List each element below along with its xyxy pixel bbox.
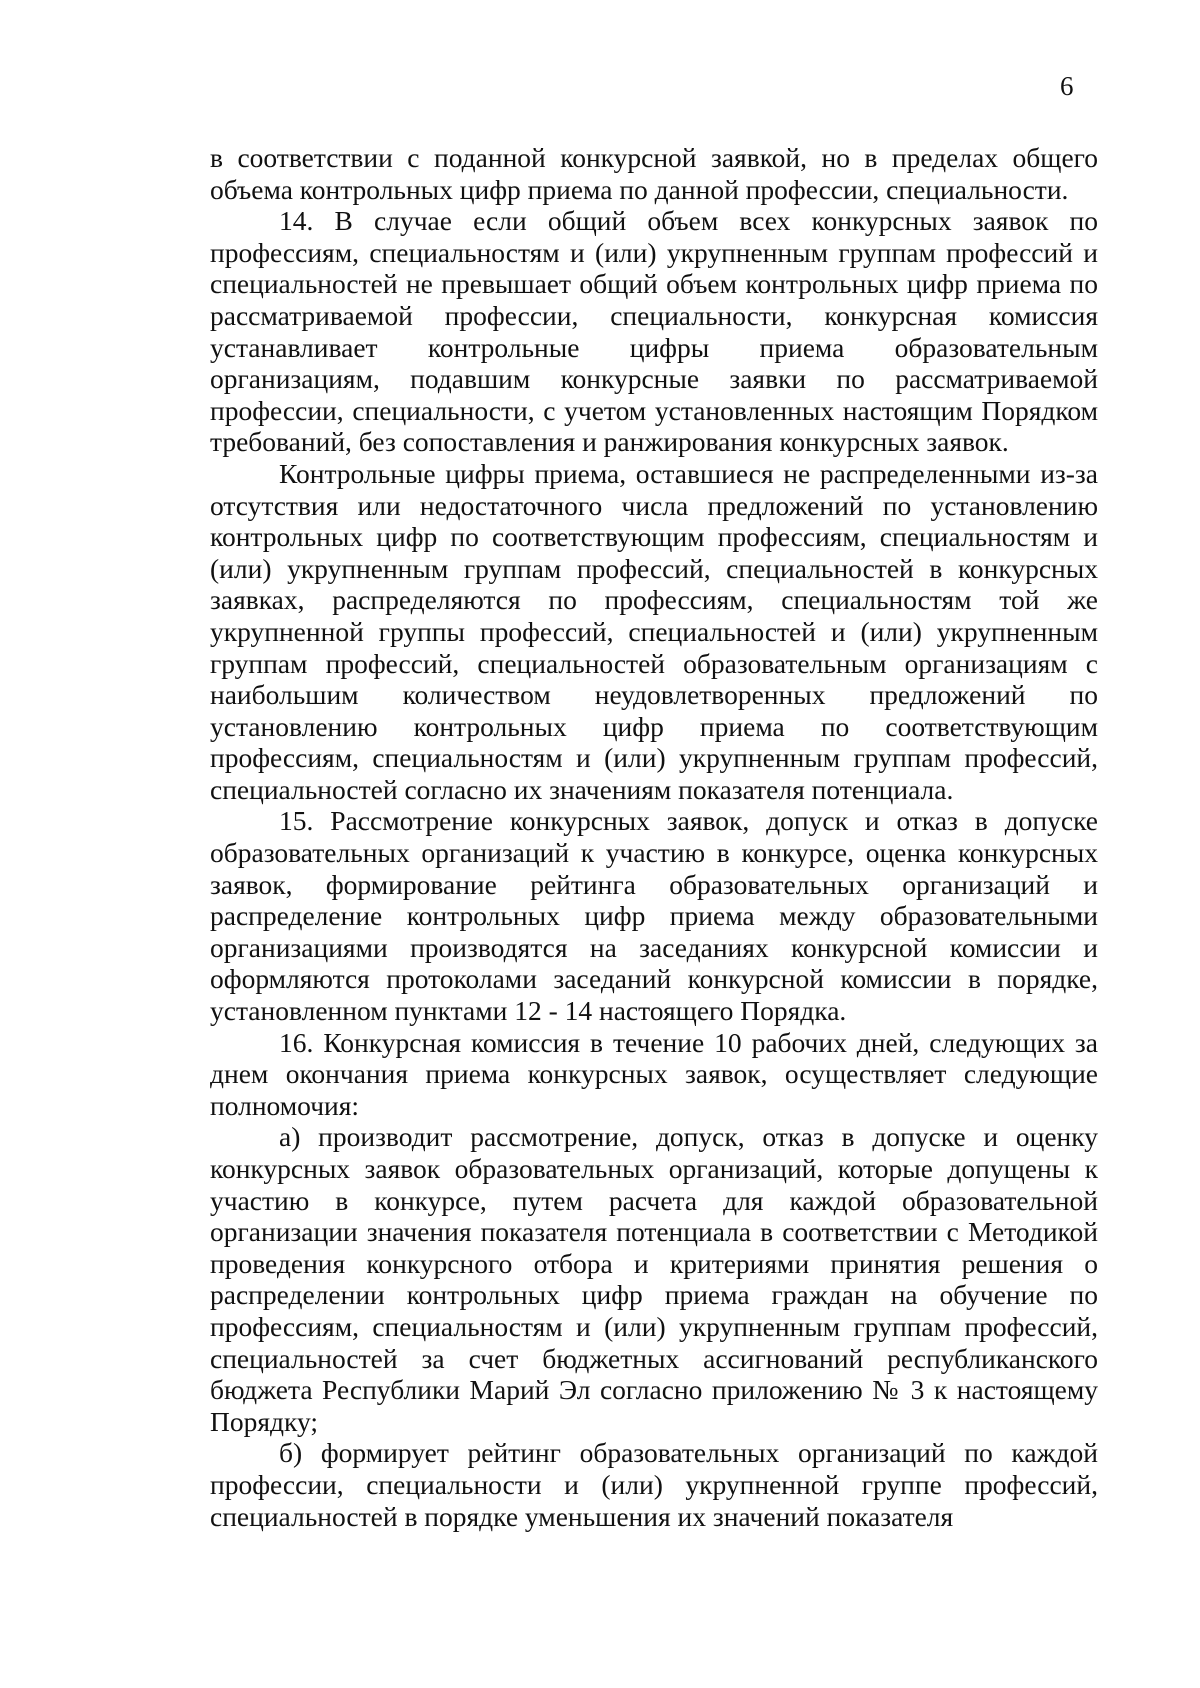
page-number: 6 <box>1060 71 1074 101</box>
paragraph-item-16: 16. Конкурсная комиссия в течение 10 рабочих дней, следующих за днем окончания приема конкурсных заявок, осуществляет следующие полномочия: <box>210 1026 1098 1121</box>
paragraph-item-14: 14. В случае если общий объем всех конкурсных заявок по профессиям, специальностям и (или) укрупненным группам профессий и специальностей не превышает общий объем контрольных цифр приема по рассматриваемой профессии, специальности, конкурсная комиссия устанавливает контрольные цифры приема образовательным организациям, подавшим конкурсные заявки по рассматриваемой профессии, специальности, с учетом установленных настоящим Порядком требований, без сопоставления и ранжирования конкурсных заявок. <box>210 205 1098 458</box>
paragraph-item-15: 15. Рассмотрение конкурсных заявок, допуск и отказ в допуске образовательных организаций к участию в конкурсе, оценка конкурсных заявок, формирование рейтинга образовательных организаций и распределение контрольных цифр приема между образовательными организациями производятся на заседаниях конкурсной комиссии и оформляются протоколами заседаний конкурсной комиссии в порядке, установленном пунктами 12 - 14 настоящего Порядка. <box>210 805 1098 1027</box>
paragraph-item-16-b: б) формирует рейтинг образовательных организаций по каждой профессии, специальности и (или) укрупненной группе профессий, специальностей в порядке уменьшения их значений показателя <box>210 1437 1098 1532</box>
paragraph-item-16-a: а) производит рассмотрение, допуск, отказ в допуске и оценку конкурсных заявок образовательных организаций, которые допущены к участию в конкурсе, путем расчета для каждой образовательной организации значения показателя потенциала в соответствии с Методикой проведения конкурсного отбора и критериями принятия решения о распределении контрольных цифр приема граждан на обучение по профессиям, специальностям и (или) укрупненным группам профессий, специальностей за счет бюджетных ассигнований республиканского бюджета Республики Марий Эл согласно приложению № 3 к настоящему Порядку; <box>210 1121 1098 1437</box>
paragraph-continuation: в соответствии с поданной конкурсной заявкой, но в пределах общего объема контрольных цифр приема по данной профессии, специальности. <box>210 142 1098 205</box>
document-body <box>210 142 1098 1532</box>
paragraph-item-14-continued: Контрольные цифры приема, оставшиеся не распределенными из-за отсутствия или недостаточного числа предложений по установлению контрольных цифр по соответствующим профессиям, специальностям и (или) укрупненным группам профессий, специальностей в конкурсных заявках, распределяются по профессиям, специальностям той же укрупненной группы профессий, специальностей и (или) укрупненным группам профессий, специальностей образовательным организациям с наибольшим количеством неудовлетворенных предложений по установлению контрольных цифр приема по соответствующим профессиям, специальностям и (или) укрупненным группам профессий, специальностей согласно их значениям показателя потенциала. <box>210 457 1098 805</box>
